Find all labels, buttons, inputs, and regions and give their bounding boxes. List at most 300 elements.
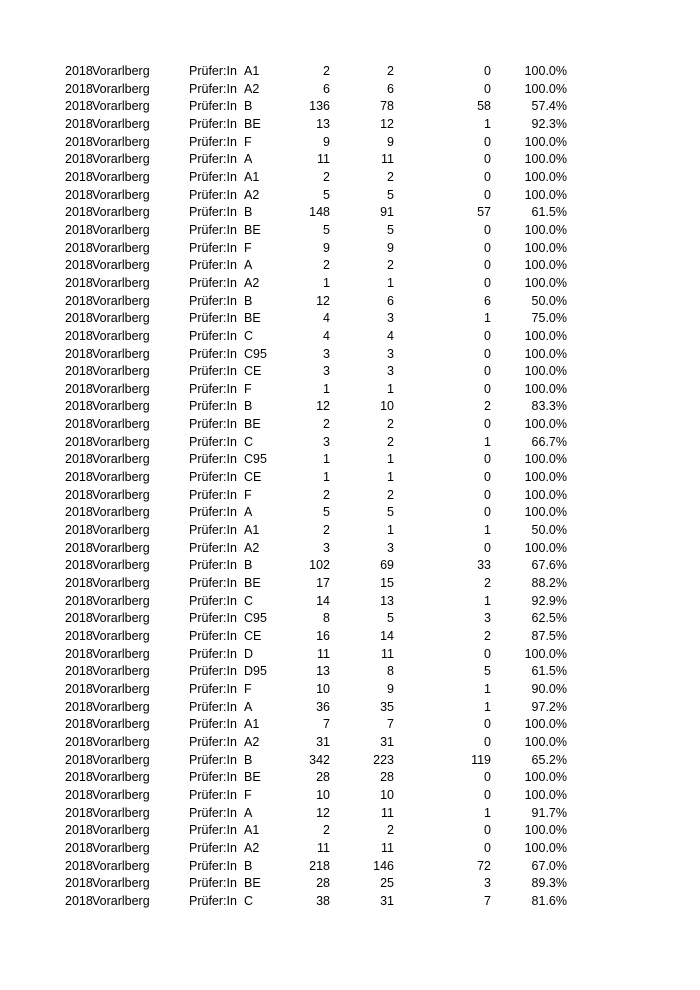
pass-rate-cell: 100.0% [524, 470, 567, 485]
pass-rate-cell: 97.2% [531, 699, 567, 714]
year-cell: 2018 [65, 770, 93, 785]
passed-cell: 2 [387, 64, 394, 78]
passed-cell: 78 [380, 99, 394, 114]
license-class-cell: C [244, 328, 254, 343]
license-class-cell: CE [244, 629, 262, 643]
role-cell: Prüfer:In [189, 734, 237, 749]
failed-cell: 2 [484, 399, 491, 414]
role-cell: Prüfer:In [189, 823, 237, 838]
role-cell: Prüfer:In [189, 293, 237, 308]
failed-cell: 1 [484, 805, 491, 820]
total-cell: 1 [323, 275, 330, 290]
license-class-cell: BE [244, 116, 261, 131]
passed-cell: 91 [380, 205, 394, 220]
region-cell: Vorarlberg [92, 152, 150, 167]
year-cell: 2018 [65, 681, 93, 696]
role-cell: Prüfer:In [189, 169, 237, 184]
failed-cell: 1 [484, 116, 491, 131]
total-cell: 38 [316, 893, 330, 908]
pass-rate-cell: 83.3% [531, 399, 567, 414]
failed-cell: 1 [484, 523, 491, 538]
region-cell: Vorarlberg [92, 840, 150, 855]
failed-cell: 0 [484, 540, 491, 555]
role-cell: Prüfer:In [189, 346, 237, 361]
table-row [0, 628, 700, 646]
role-cell: Prüfer:In [189, 752, 237, 767]
pass-rate-cell: 50.0% [531, 293, 567, 308]
failed-cell: 0 [484, 646, 491, 661]
region-cell: Vorarlberg [92, 699, 150, 714]
role-cell: Prüfer:In [189, 81, 237, 96]
region-cell: Vorarlberg [92, 381, 150, 396]
year-cell: 2018 [65, 717, 93, 732]
table-row [0, 540, 700, 558]
pass-rate-cell: 91.7% [531, 805, 567, 820]
region-cell: Vorarlberg [92, 770, 150, 785]
total-cell: 218 [309, 858, 330, 873]
failed-cell: 0 [484, 346, 491, 361]
region-cell: Vorarlberg [92, 717, 150, 732]
role-cell: Prüfer:In [189, 222, 237, 237]
passed-cell: 1 [387, 275, 394, 290]
passed-cell: 1 [387, 381, 394, 396]
license-class-cell: C95 [244, 346, 267, 361]
table-row [0, 293, 700, 311]
pass-rate-cell: 100.0% [524, 275, 567, 290]
region-cell: Vorarlberg [92, 222, 150, 237]
failed-cell: 0 [484, 222, 491, 237]
total-cell: 2 [323, 64, 330, 78]
year-cell: 2018 [65, 346, 93, 361]
total-cell: 12 [316, 805, 330, 820]
passed-cell: 5 [387, 505, 394, 520]
failed-cell: 0 [484, 770, 491, 785]
total-cell: 3 [323, 364, 330, 379]
passed-cell: 15 [380, 576, 394, 591]
license-class-cell: A2 [244, 840, 260, 855]
pass-rate-cell: 65.2% [531, 752, 567, 767]
passed-cell: 10 [380, 399, 394, 414]
year-cell: 2018 [65, 452, 93, 467]
passed-cell: 11 [381, 646, 394, 661]
year-cell: 2018 [65, 629, 93, 643]
pass-rate-cell: 61.5% [531, 664, 567, 679]
license-class-cell: A [244, 699, 253, 714]
license-class-cell: A1 [244, 64, 260, 78]
failed-cell: 6 [484, 293, 491, 308]
region-cell: Vorarlberg [92, 187, 150, 202]
table-row [0, 257, 700, 275]
region-cell: Vorarlberg [92, 205, 150, 220]
table-row [0, 522, 700, 540]
pass-rate-cell: 100.0% [524, 381, 567, 396]
role-cell: Prüfer:In [189, 787, 237, 802]
region-cell: Vorarlberg [92, 540, 150, 555]
role-cell: Prüfer:In [189, 805, 237, 820]
failed-cell: 0 [484, 823, 491, 838]
role-cell: Prüfer:In [189, 540, 237, 555]
pass-rate-cell: 87.5% [531, 629, 567, 643]
table-row [0, 134, 700, 152]
role-cell: Prüfer:In [189, 116, 237, 131]
role-cell: Prüfer:In [189, 99, 237, 114]
year-cell: 2018 [65, 876, 93, 891]
data-table [0, 63, 700, 911]
region-cell: Vorarlberg [92, 858, 150, 873]
year-cell: 2018 [65, 664, 93, 679]
table-row [0, 451, 700, 469]
year-cell: 2018 [65, 328, 93, 343]
failed-cell: 0 [484, 505, 491, 520]
region-cell: Vorarlberg [92, 240, 150, 255]
region-cell: Vorarlberg [92, 787, 150, 802]
year-cell: 2018 [65, 646, 93, 661]
failed-cell: 0 [484, 258, 491, 273]
year-cell: 2018 [65, 205, 93, 220]
passed-cell: 31 [380, 734, 394, 749]
total-cell: 28 [316, 876, 330, 891]
year-cell: 2018 [65, 858, 93, 873]
table-row [0, 151, 700, 169]
passed-cell: 2 [387, 258, 394, 273]
total-cell: 13 [316, 664, 330, 679]
table-row [0, 116, 700, 134]
license-class-cell: F [244, 134, 252, 149]
passed-cell: 14 [380, 629, 394, 643]
passed-cell: 8 [387, 664, 394, 679]
table-row [0, 663, 700, 681]
role-cell: Prüfer:In [189, 681, 237, 696]
table-row [0, 716, 700, 734]
failed-cell: 0 [484, 717, 491, 732]
year-cell: 2018 [65, 558, 93, 573]
passed-cell: 31 [380, 893, 394, 908]
failed-cell: 0 [484, 134, 491, 149]
region-cell: Vorarlberg [92, 328, 150, 343]
pass-rate-cell: 100.0% [524, 787, 567, 802]
year-cell: 2018 [65, 699, 93, 714]
region-cell: Vorarlberg [92, 646, 150, 661]
total-cell: 9 [323, 240, 330, 255]
total-cell: 4 [323, 328, 330, 343]
region-cell: Vorarlberg [92, 487, 150, 502]
total-cell: 14 [316, 593, 330, 608]
license-class-cell: A [244, 805, 253, 820]
year-cell: 2018 [65, 99, 93, 114]
passed-cell: 1 [387, 470, 394, 485]
table-row [0, 398, 700, 416]
region-cell: Vorarlberg [92, 823, 150, 838]
failed-cell: 0 [484, 364, 491, 379]
passed-cell: 4 [387, 328, 394, 343]
license-class-cell: D95 [244, 664, 267, 679]
failed-cell: 0 [484, 81, 491, 96]
role-cell: Prüfer:In [189, 470, 237, 485]
region-cell: Vorarlberg [92, 523, 150, 538]
failed-cell: 33 [477, 558, 491, 573]
table-row [0, 840, 700, 858]
region-cell: Vorarlberg [92, 893, 150, 908]
role-cell: Prüfer:In [189, 328, 237, 343]
passed-cell: 3 [387, 311, 394, 326]
total-cell: 2 [323, 258, 330, 273]
role-cell: Prüfer:In [189, 258, 237, 273]
year-cell: 2018 [65, 81, 93, 96]
failed-cell: 72 [477, 858, 491, 873]
pass-rate-cell: 50.0% [531, 523, 567, 538]
pass-rate-cell: 100.0% [524, 240, 567, 255]
license-class-cell: C [244, 434, 254, 449]
total-cell: 2 [323, 823, 330, 838]
role-cell: Prüfer:In [189, 893, 237, 908]
year-cell: 2018 [65, 752, 93, 767]
passed-cell: 1 [387, 523, 394, 538]
pass-rate-cell: 100.0% [524, 364, 567, 379]
table-row [0, 416, 700, 434]
license-class-cell: BE [244, 576, 261, 591]
license-class-cell: A1 [244, 717, 260, 732]
role-cell: Prüfer:In [189, 187, 237, 202]
total-cell: 31 [316, 734, 330, 749]
license-class-cell: A [244, 505, 253, 520]
table-row [0, 805, 700, 823]
passed-cell: 7 [387, 717, 394, 732]
year-cell: 2018 [65, 311, 93, 326]
license-class-cell: F [244, 487, 252, 502]
failed-cell: 0 [484, 787, 491, 802]
passed-cell: 2 [387, 823, 394, 838]
license-class-cell: A2 [244, 540, 260, 555]
table-row [0, 822, 700, 840]
role-cell: Prüfer:In [189, 699, 237, 714]
region-cell: Vorarlberg [92, 664, 150, 679]
role-cell: Prüfer:In [189, 381, 237, 396]
year-cell: 2018 [65, 805, 93, 820]
year-cell: 2018 [65, 540, 93, 555]
total-cell: 36 [316, 699, 330, 714]
year-cell: 2018 [65, 152, 93, 167]
failed-cell: 1 [484, 699, 491, 714]
table-row [0, 557, 700, 575]
table-row [0, 434, 700, 452]
table-row [0, 769, 700, 787]
failed-cell: 7 [484, 893, 491, 908]
year-cell: 2018 [65, 487, 93, 502]
license-class-cell: B [244, 99, 253, 114]
role-cell: Prüfer:In [189, 858, 237, 873]
region-cell: Vorarlberg [92, 311, 150, 326]
failed-cell: 57 [477, 205, 491, 220]
year-cell: 2018 [65, 258, 93, 273]
total-cell: 2 [323, 523, 330, 538]
table-row [0, 858, 700, 876]
passed-cell: 25 [380, 876, 394, 891]
license-class-cell: B [244, 205, 253, 220]
pass-rate-cell: 100.0% [524, 152, 567, 167]
total-cell: 2 [323, 417, 330, 432]
year-cell: 2018 [65, 417, 93, 432]
role-cell: Prüfer:In [189, 134, 237, 149]
failed-cell: 5 [484, 664, 491, 679]
failed-cell: 1 [484, 311, 491, 326]
total-cell: 16 [316, 629, 330, 643]
role-cell: Prüfer:In [189, 240, 237, 255]
pass-rate-cell: 81.6% [531, 893, 567, 908]
year-cell: 2018 [65, 823, 93, 838]
passed-cell: 13 [380, 593, 394, 608]
total-cell: 7 [323, 717, 330, 732]
table-row [0, 328, 700, 346]
pass-rate-cell: 100.0% [524, 734, 567, 749]
table-row [0, 169, 700, 187]
total-cell: 3 [323, 346, 330, 361]
total-cell: 11 [317, 840, 330, 855]
total-cell: 28 [316, 770, 330, 785]
pass-rate-cell: 100.0% [524, 64, 567, 78]
role-cell: Prüfer:In [189, 205, 237, 220]
pass-rate-cell: 100.0% [524, 840, 567, 855]
total-cell: 5 [323, 505, 330, 520]
license-class-cell: B [244, 293, 253, 308]
failed-cell: 3 [484, 876, 491, 891]
passed-cell: 2 [387, 417, 394, 432]
failed-cell: 2 [484, 629, 491, 643]
region-cell: Vorarlberg [92, 116, 150, 131]
passed-cell: 11 [381, 805, 394, 820]
table-row [0, 222, 700, 240]
pass-rate-cell: 61.5% [531, 205, 567, 220]
passed-cell: 3 [387, 364, 394, 379]
failed-cell: 3 [484, 611, 491, 626]
year-cell: 2018 [65, 470, 93, 485]
passed-cell: 28 [380, 770, 394, 785]
passed-cell: 5 [387, 222, 394, 237]
license-class-cell: A [244, 258, 253, 273]
year-cell: 2018 [65, 505, 93, 520]
total-cell: 13 [316, 116, 330, 131]
total-cell: 11 [317, 646, 330, 661]
license-class-cell: BE [244, 770, 261, 785]
pass-rate-cell: 100.0% [524, 717, 567, 732]
failed-cell: 0 [484, 64, 491, 78]
pass-rate-cell: 100.0% [524, 222, 567, 237]
total-cell: 3 [323, 434, 330, 449]
table-row [0, 275, 700, 293]
failed-cell: 119 [471, 752, 491, 767]
year-cell: 2018 [65, 222, 93, 237]
table-row [0, 646, 700, 664]
pass-rate-cell: 92.3% [531, 116, 567, 131]
table-row [0, 787, 700, 805]
pass-rate-cell: 100.0% [524, 487, 567, 502]
license-class-cell: F [244, 240, 252, 255]
total-cell: 1 [323, 452, 330, 467]
failed-cell: 1 [484, 681, 491, 696]
total-cell: 6 [323, 81, 330, 96]
year-cell: 2018 [65, 734, 93, 749]
license-class-cell: D [244, 646, 254, 661]
region-cell: Vorarlberg [92, 364, 150, 379]
pass-rate-cell: 90.0% [531, 681, 567, 696]
passed-cell: 35 [380, 699, 394, 714]
role-cell: Prüfer:In [189, 311, 237, 326]
license-class-cell: A2 [244, 81, 260, 96]
license-class-cell: A2 [244, 187, 260, 202]
year-cell: 2018 [65, 169, 93, 184]
table-row [0, 310, 700, 328]
license-class-cell: BE [244, 417, 261, 432]
table-row [0, 610, 700, 628]
role-cell: Prüfer:In [189, 505, 237, 520]
pass-rate-cell: 92.9% [531, 593, 567, 608]
pass-rate-cell: 100.0% [524, 505, 567, 520]
region-cell: Vorarlberg [92, 805, 150, 820]
passed-cell: 3 [387, 540, 394, 555]
license-class-cell: BE [244, 876, 261, 891]
region-cell: Vorarlberg [92, 258, 150, 273]
license-class-cell: CE [244, 470, 262, 485]
year-cell: 2018 [65, 787, 93, 802]
region-cell: Vorarlberg [92, 293, 150, 308]
passed-cell: 11 [381, 152, 394, 167]
pass-rate-cell: 100.0% [524, 823, 567, 838]
year-cell: 2018 [65, 399, 93, 414]
role-cell: Prüfer:In [189, 646, 237, 661]
total-cell: 136 [309, 99, 330, 114]
passed-cell: 2 [387, 434, 394, 449]
license-class-cell: A2 [244, 734, 260, 749]
table-row [0, 575, 700, 593]
year-cell: 2018 [65, 187, 93, 202]
total-cell: 2 [323, 169, 330, 184]
total-cell: 2 [323, 487, 330, 502]
role-cell: Prüfer:In [189, 275, 237, 290]
license-class-cell: C [244, 893, 254, 908]
role-cell: Prüfer:In [189, 840, 237, 855]
total-cell: 10 [316, 681, 330, 696]
total-cell: 342 [309, 752, 330, 767]
table-row [0, 752, 700, 770]
table-row [0, 593, 700, 611]
license-class-cell: C95 [244, 452, 267, 467]
year-cell: 2018 [65, 116, 93, 131]
role-cell: Prüfer:In [189, 629, 237, 643]
license-class-cell: C [244, 593, 254, 608]
region-cell: Vorarlberg [92, 434, 150, 449]
license-class-cell: B [244, 558, 253, 573]
failed-cell: 1 [484, 434, 491, 449]
table-row [0, 187, 700, 205]
year-cell: 2018 [65, 576, 93, 591]
failed-cell: 0 [484, 487, 491, 502]
total-cell: 1 [323, 381, 330, 396]
table-row [0, 98, 700, 116]
passed-cell: 11 [381, 840, 394, 855]
license-class-cell: A1 [244, 523, 260, 538]
passed-cell: 3 [387, 346, 394, 361]
role-cell: Prüfer:In [189, 593, 237, 608]
region-cell: Vorarlberg [92, 470, 150, 485]
failed-cell: 58 [477, 99, 491, 114]
total-cell: 11 [317, 152, 330, 167]
total-cell: 8 [323, 611, 330, 626]
license-class-cell: A1 [244, 169, 260, 184]
pass-rate-cell: 100.0% [524, 258, 567, 273]
role-cell: Prüfer:In [189, 664, 237, 679]
total-cell: 10 [316, 787, 330, 802]
license-class-cell: F [244, 381, 252, 396]
region-cell: Vorarlberg [92, 558, 150, 573]
